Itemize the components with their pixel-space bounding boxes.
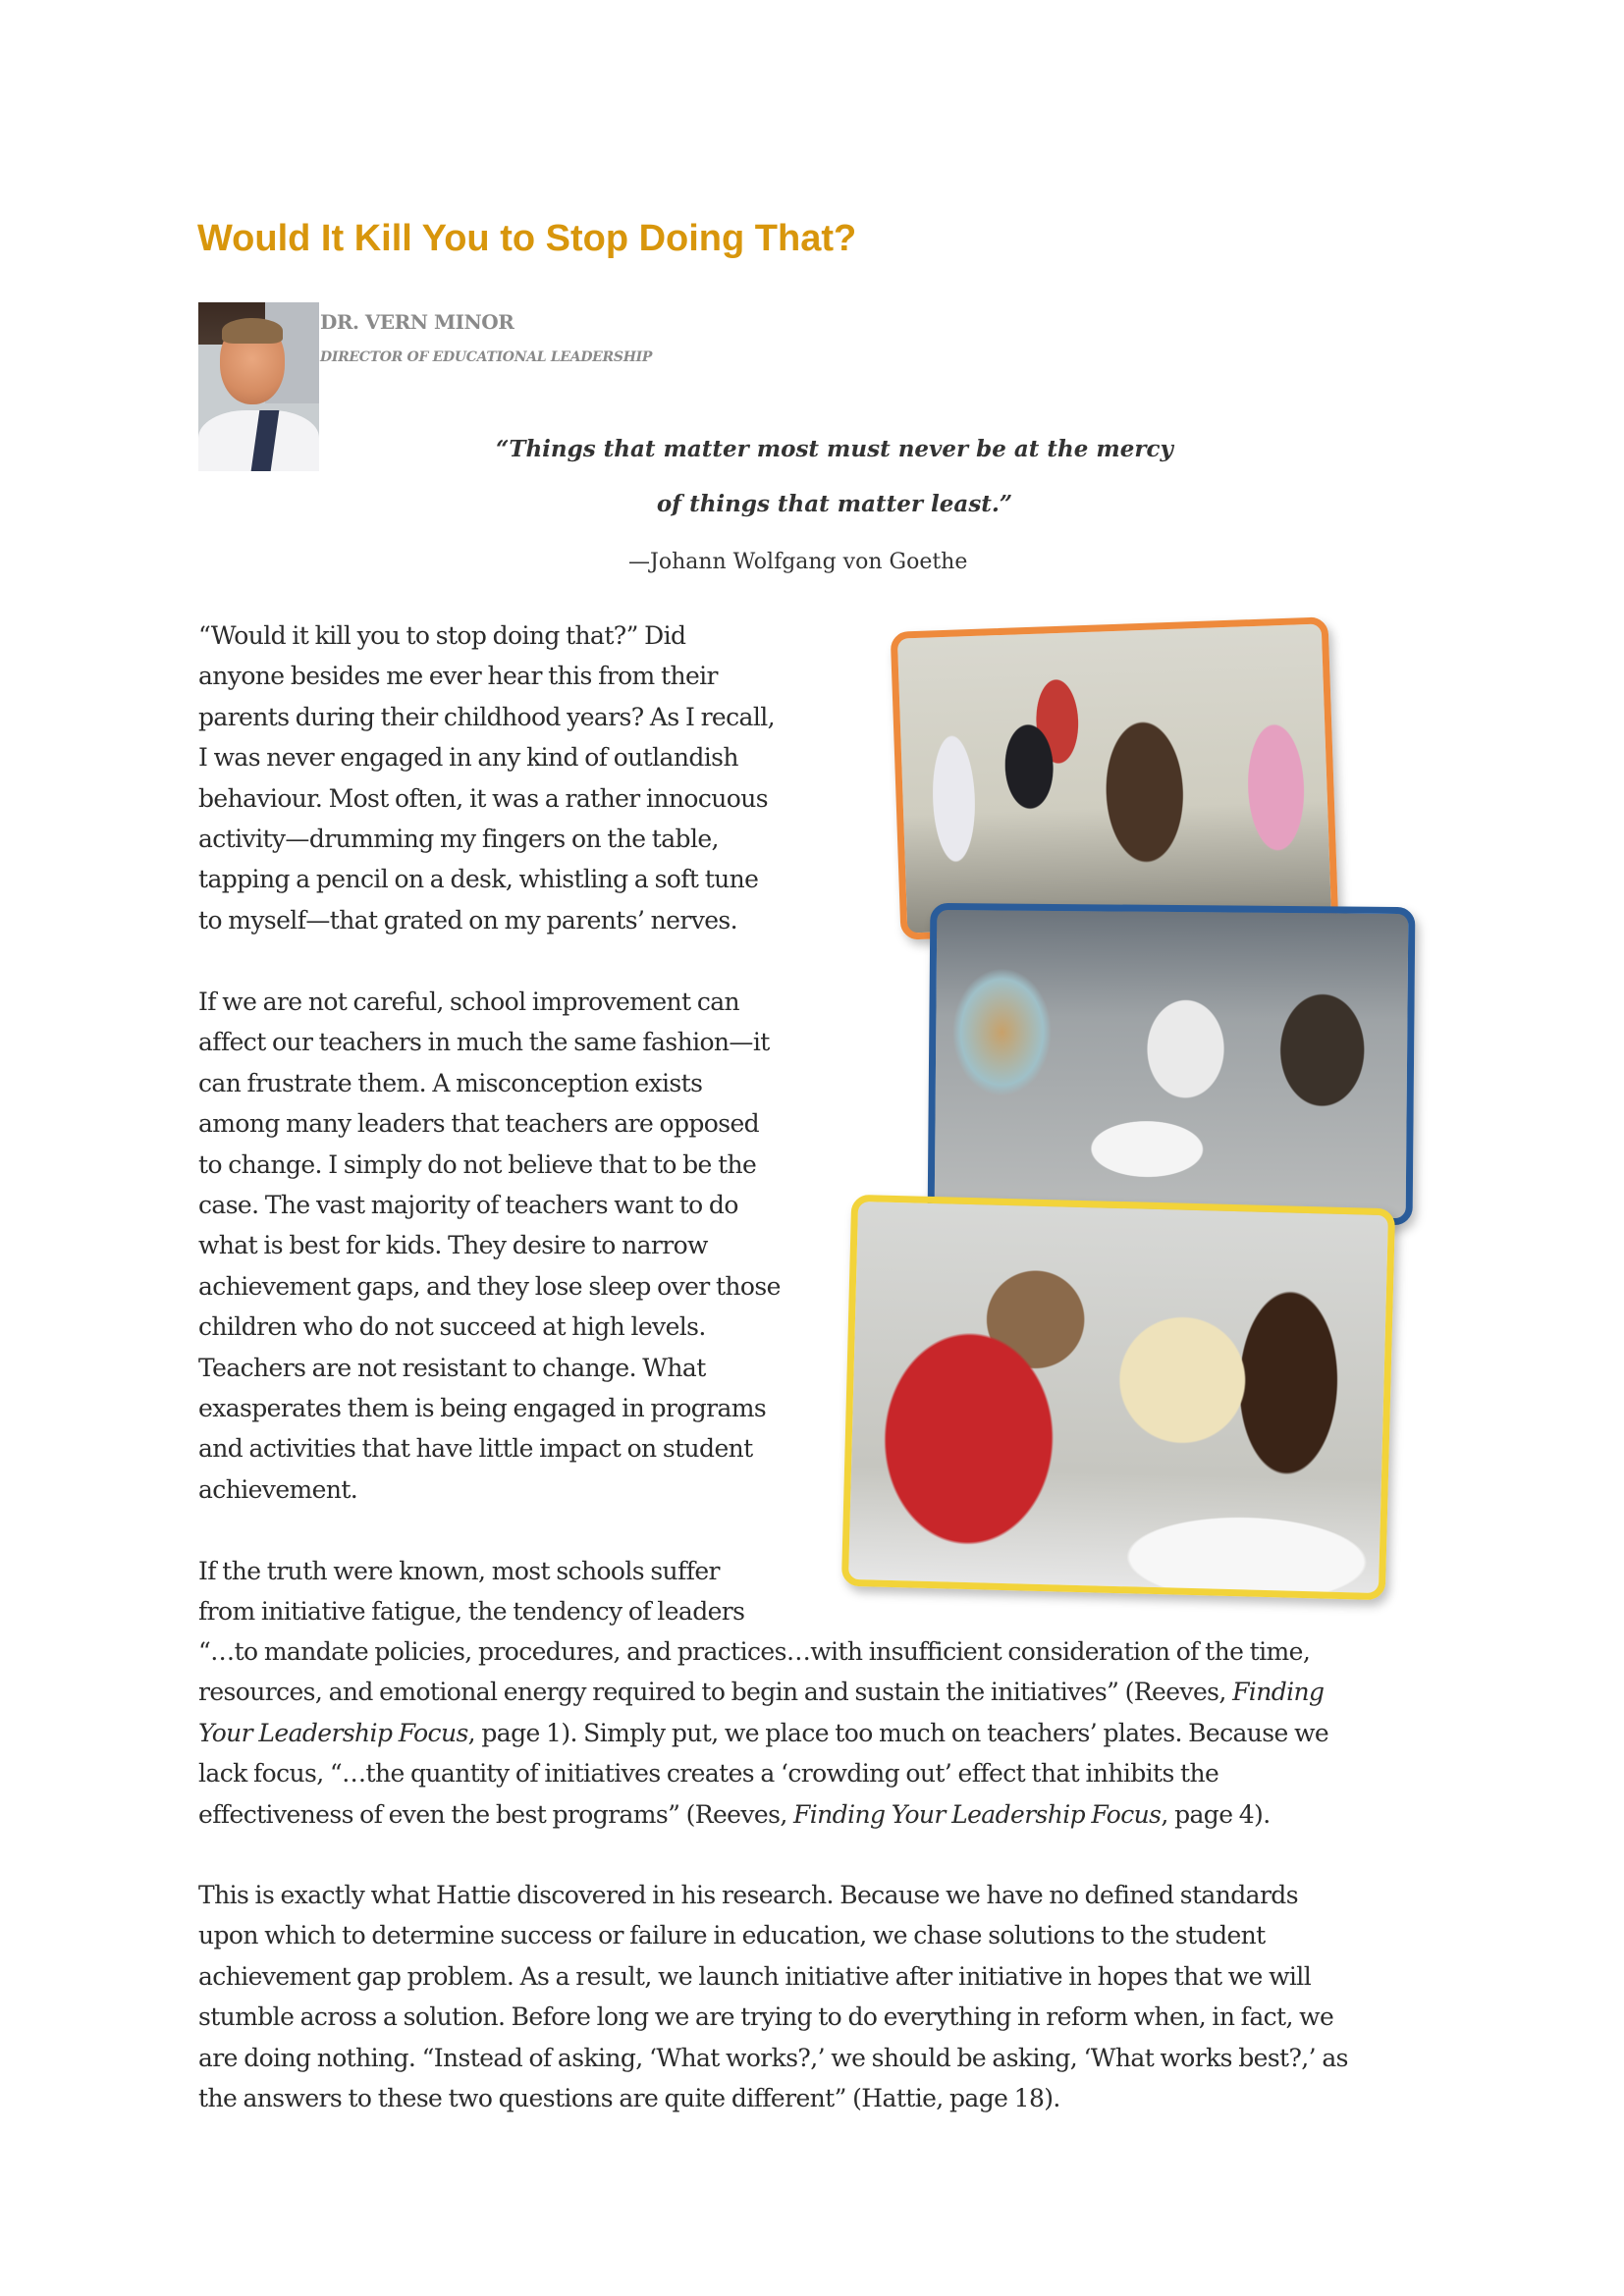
epigraph-attribution: —Johann Wolfgang von Goethe bbox=[628, 550, 968, 574]
text-line bbox=[198, 1713, 1435, 1753]
text-line: parents during their childhood years? As I recall, bbox=[198, 702, 775, 731]
text-line: exasperates them is being engaged in programs bbox=[198, 1394, 767, 1423]
text-line: This is exactly what Hattie discovered in his research. Because we have no defined standards bbox=[198, 1881, 1298, 1909]
text-line: children who do not succeed at high levels. bbox=[198, 1312, 706, 1342]
text-line: lack focus, “…the quantity of initiatives creates a ‘crowding out’ effect that inhibits the bbox=[198, 1759, 1219, 1789]
text-line: the answers to these two questions are quite different” (Hattie, page 18). bbox=[198, 2084, 1060, 2113]
text-line: upon which to determine success or failure in education, we chase solutions to the student bbox=[198, 1921, 1266, 1950]
text-line bbox=[198, 1794, 1435, 1835]
text-line: can frustrate them. A misconception exists bbox=[198, 1068, 703, 1097]
text-line: Teachers are not resistant to change. What bbox=[198, 1353, 706, 1382]
text-line: among many leaders that teachers are opposed bbox=[198, 1109, 760, 1139]
text-line: achievement. bbox=[198, 1474, 358, 1504]
text-line: from initiative fatigue, the tendency of leaders bbox=[198, 1597, 745, 1627]
text-line: achievement gap problem. As a result, we launch initiative after initiative in hopes that we will bbox=[198, 1961, 1312, 1991]
epigraph-line-2: of things that matter least.” bbox=[656, 491, 1013, 517]
text-span: resources, and emotional energy required to begin and sustain the initiatives” (Reeves, bbox=[198, 1678, 1233, 1707]
text-span: , page 4). bbox=[1161, 1799, 1271, 1829]
text-span: effectiveness of even the best programs” (Reeves, bbox=[198, 1799, 794, 1829]
text-line: achievement gaps, and they lose sleep over those bbox=[198, 1271, 781, 1301]
article-title: Would It Kill You to Stop Doing That? bbox=[197, 218, 857, 259]
paragraph-1 bbox=[198, 615, 846, 940]
text-line: and activities that have little impact on student bbox=[198, 1434, 753, 1464]
text-line: “Would it kill you to stop doing that?” Did bbox=[198, 621, 686, 650]
text-line bbox=[198, 1672, 1435, 1712]
classroom-photo-2 bbox=[928, 903, 1416, 1225]
paragraph-4 bbox=[198, 1875, 1455, 2118]
text-line: If we are not careful, school improvement can bbox=[198, 988, 740, 1016]
text-line: If the truth were known, most schools suffer bbox=[198, 1557, 720, 1585]
photo-hair bbox=[222, 318, 283, 344]
author-role: DIRECTOR OF EDUCATIONAL LEADERSHIP bbox=[320, 349, 653, 365]
book-title: Your Leadership Focus bbox=[198, 1718, 468, 1747]
text-line: to myself—that grated on my parents’ nerves. bbox=[198, 905, 737, 934]
text-line: “…to mandate policies, procedures, and practices…with insufficient consideration of the time, bbox=[198, 1637, 1311, 1666]
epigraph-line-1: “Things that matter most must never be at the mercy bbox=[496, 436, 1173, 462]
paragraph-2 bbox=[198, 982, 846, 1510]
text-line: activity—drumming my fingers on the table, bbox=[198, 825, 719, 854]
text-line: I was never engaged in any kind of outlandish bbox=[198, 743, 738, 773]
text-line: stumble across a solution. Before long we are trying to do everything in reform when, in fact, we bbox=[198, 2002, 1334, 2032]
text-line: affect our teachers in much the same fashion—it bbox=[198, 1028, 770, 1057]
paragraph-3 bbox=[198, 1631, 1435, 1835]
paragraph-3-intro bbox=[198, 1551, 827, 1632]
text-line: what is best for kids. They desire to narrow bbox=[198, 1231, 708, 1260]
text-line: tapping a pencil on a desk, whistling a soft tune bbox=[198, 865, 759, 894]
classroom-photo-1 bbox=[891, 616, 1339, 939]
text-line: anyone besides me ever hear this from their bbox=[198, 662, 718, 691]
text-line: are doing nothing. “Instead of asking, ‘What works?,’ we should be asking, ‘What works best?,’ as bbox=[198, 2043, 1348, 2072]
author-name: DR. VERN MINOR bbox=[320, 310, 514, 334]
text-line: behaviour. Most often, it was a rather innocuous bbox=[198, 783, 768, 813]
book-title: Finding bbox=[1232, 1678, 1325, 1707]
classroom-photo-3 bbox=[841, 1195, 1395, 1600]
text-span: , page 1). Simply put, we place too much on teachers’ plates. Because we bbox=[467, 1718, 1329, 1747]
text-line: to change. I simply do not believe that to be the bbox=[198, 1149, 757, 1179]
book-title: Finding Your Leadership Focus bbox=[793, 1799, 1162, 1829]
text-line: case. The vast majority of teachers want to do bbox=[198, 1191, 738, 1220]
